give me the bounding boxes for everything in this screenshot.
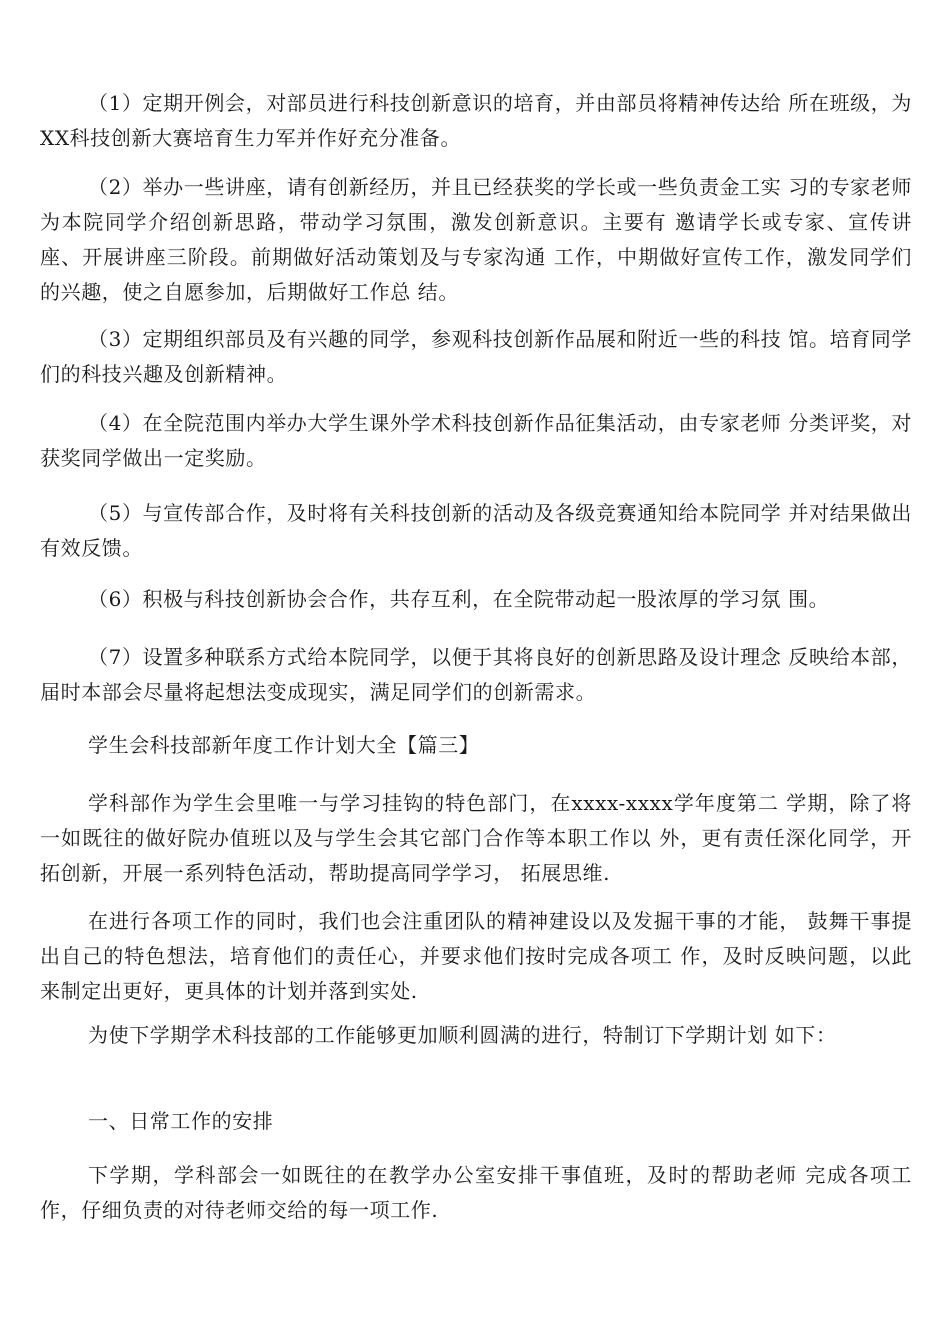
paragraph-item-3: （3）定期组织部员及有兴趣的同学，参观科技创新作品展和附近一些的科技 馆。培育同学们的科技兴趣及创新精神。 (40, 327, 912, 386)
paragraph-item-6: （6）积极与科技创新协会合作，共存互利，在全院带动起一股浓厚的学习氛 围。 (88, 587, 830, 611)
paragraph-plan-intro: 为使下学期学术科技部的工作能够更加顺利圆满的进行，特制订下学期计划 如下： (88, 1023, 837, 1047)
paragraph-item-7: （7）设置多种联系方式给本院同学，以便于其将良好的创新思路及设计理念 反映给本部，届时本部会尽量将起想法变成现实，满足同学们的创新需求。 (40, 645, 912, 704)
paragraph-item-5: （5）与宣传部合作，及时将有关科技创新的活动及各级竞赛通知给本院同学 并对结果做出有效反馈。 (40, 501, 912, 560)
paragraph-item-1: （1）定期开例会，对部员进行科技创新意识的培育，并由部员将精神传达给 所在班级，为XX科技创新大赛培育生力军并作好充分准备。 (40, 91, 912, 150)
paragraph-daily-work: 下学期，学科部会一如既往的在教学办公室安排干事值班，及时的帮助老师 完成各项工作，仔细负责的对待老师交给的每一项工作. (40, 1163, 912, 1222)
section-heading: 学生会科技部新年度工作计划大全【篇三】 (88, 733, 480, 757)
paragraph-item-4: （4）在全院范围内举办大学生课外学术科技创新作品征集活动，由专家老师 分类评奖，对获奖同学做出一定奖励。 (40, 411, 912, 470)
paragraph-intro: 学科部作为学生会里唯一与学习挂钩的特色部门，在xxxx-xxxx学年度第二 学期，除了将一如既往的做好院办值班以及与学生会其它部门合作等本职工作以 外，更有责任深化同学，开拓创新，开展一系列特色活动，帮助提高同学学习， 拓展思维. (40, 791, 912, 885)
paragraph-item-2: （2）举办一些讲座，请有创新经历，并且已经获奖的学长或一些负责金工实 习的专家老师为本院同学介绍创新思路，带动学习氛围，激发创新意识。主要有 邀请学长或专家、宣传讲座、开展讲座三阶段。前期做好活动策划及与专家沟通 工作，中期做好宣传工作，激发同学们的兴趣，使之自愿参加，后期做好工作总 结。 (40, 175, 912, 304)
paragraph-team-building: 在进行各项工作的同时，我们也会注重团队的精神建设以及发掘干事的才能， 鼓舞干事提出自己的特色想法，培育他们的责任心，并要求他们按时完成各项工 作，及时反映问题，以此来制定出更好，更具体的计划并落到实处. (40, 909, 912, 1003)
subsection-heading: 一、日常工作的安排 (88, 1109, 274, 1133)
